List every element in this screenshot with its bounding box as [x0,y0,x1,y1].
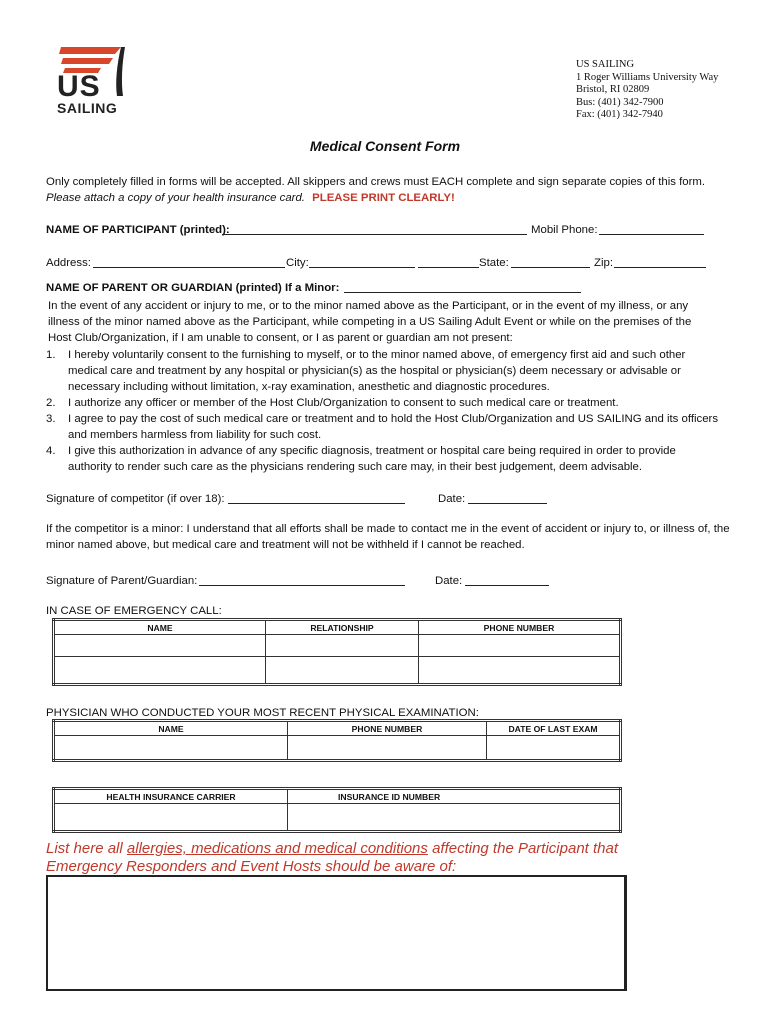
competitor-date-label: Date: [438,493,466,505]
minor-note-line: minor named above, but medical care and treatment will not be withheld if I cannot be reached. [46,539,525,551]
consent-item [46,411,718,443]
address-street: 1 Roger Williams University Way [576,71,719,83]
intro-line-2 [46,190,455,206]
emergency-name-cell[interactable] [54,657,266,685]
consent-item [46,347,718,395]
table-header-row [54,721,621,736]
emergency-heading: IN CASE OF EMERGENCY CALL: [46,605,222,617]
address-bus-phone: Bus: (401) 342-7900 [576,96,664,108]
guardian-name-field[interactable] [344,280,581,293]
physician-phone-cell[interactable] [288,736,487,761]
table-header-row [54,620,621,635]
emergency-relationship-cell[interactable] [266,635,419,657]
city-field-extra[interactable] [418,255,479,268]
item-number: 1. [46,349,56,361]
guardian-name-label: NAME OF PARENT OR GUARDIAN (printed) If a Minor: [46,282,340,294]
physician-last-exam-cell[interactable] [487,736,621,761]
physician-heading: PHYSICIAN WHO CONDUCTED YOUR MOST RECENT PHYSICAL EXAMINATION: [46,707,479,719]
consent-item [46,395,718,411]
logo-us-text: US [57,70,101,103]
item-number: 2. [46,397,56,409]
minor-note [46,521,730,553]
table-header-row [54,789,621,804]
competitor-signature-label: Signature of competitor (if over 18): [46,493,225,505]
item-number: 3. [46,413,56,425]
column-header: HEALTH INSURANCE CARRIER [54,789,288,804]
address-field[interactable] [93,255,285,268]
insurance-table [52,787,622,833]
address-org: US SAILING [576,59,635,70]
column-header: PHONE NUMBER [419,620,621,635]
address-fax: Fax: (401) 342-7940 [576,109,663,121]
intro-line-1: Only completely filled in forms will be accepted. All skippers and crews must EACH complete and sign separate copies of this form. [46,176,706,188]
mobile-phone-field[interactable] [599,222,704,235]
table-row [54,657,621,685]
column-header: NAME [54,721,288,736]
allergies-instruction [46,840,618,876]
emergency-phone-cell[interactable] [419,657,621,685]
guardian-date-label: Date: [435,575,463,587]
zip-label: Zip: [594,257,613,269]
competitor-signature-field[interactable] [228,491,405,504]
address-block [576,59,718,122]
competitor-date-field[interactable] [468,491,547,504]
column-header: PHONE NUMBER [288,721,487,736]
item-line: I authorize any officer or member of the Host Club/Organization to consent to such medical care or treatment. [68,397,619,409]
item-line: I give this authorization in advance of any specific diagnosis, treatment or hospital care being required in order to provide [68,445,676,457]
table-row [54,736,621,761]
emergency-name-cell[interactable] [54,635,266,657]
consent-line: In the event of any accident or injury to me, or to the minor named above as the Participant, or in the event of my illness, or any [48,300,689,312]
consent-items [46,347,718,475]
item-line: necessary including without limitation, x-ray examination, anesthetic and diagnostic procedures. [68,381,550,393]
address-label: Address: [46,257,91,269]
consent-paragraph [48,298,691,346]
column-header: NAME [54,620,266,635]
us-sailing-logo [55,44,131,116]
column-header: DATE OF LAST EXAM [487,721,621,736]
item-line: authority to render such care as the physicians rendering such care may, in their best judgement, deem advisable. [68,461,643,473]
form-title: Medical Consent Form [309,138,461,154]
item-line: and members harmless from liability for such cost. [68,429,322,441]
emergency-relationship-cell[interactable] [266,657,419,685]
allergies-suffix: affecting the Participant that [432,840,619,857]
print-clearly-notice: PLEASE PRINT CLEARLY! [312,192,455,204]
emergency-contacts-table [52,618,622,686]
city-label: City: [286,257,309,269]
guardian-signature-label: Signature of Parent/Guardian: [46,575,198,587]
insurance-carrier-cell[interactable] [54,804,288,832]
consent-item [46,443,718,475]
intro-attach-text: Please attach a copy of your health insurance card. [46,192,305,204]
allergies-line-2: Emergency Responders and Event Hosts should be aware of: [46,858,457,875]
guardian-date-field[interactable] [465,573,549,586]
allergies-line-1 [46,840,618,858]
item-line: I agree to pay the cost of such medical care or treatment and to hold the Host Club/Organization and US SAILING and its officers [68,413,719,425]
physician-table [52,719,622,762]
state-field[interactable] [511,255,590,268]
logo-sailing-text: SAILING [57,100,118,116]
item-number: 4. [46,445,56,457]
emergency-phone-cell[interactable] [419,635,621,657]
allergies-underlined: allergies, medications and medical conditions [126,840,428,857]
allergies-prefix: List here all [46,840,123,857]
participant-name-field[interactable] [222,222,527,235]
table-row [54,804,621,832]
column-header: RELATIONSHIP [266,620,419,635]
minor-note-line: If the competitor is a minor: I understand that all efforts shall be made to contact me in the event of accident or injury to, or illness of, the [46,523,730,535]
city-field[interactable] [309,255,415,268]
zip-field[interactable] [614,255,706,268]
physician-name-cell[interactable] [54,736,288,761]
state-label: State: [479,257,509,269]
insurance-id-cell[interactable] [288,804,621,832]
guardian-signature-field[interactable] [199,573,405,586]
address-city: Bristol, RI 02809 [576,84,650,96]
table-row [54,635,621,657]
column-header: INSURANCE ID NUMBER [288,789,621,804]
consent-line: Host Club/Organization, if I am unable to consent, or I as parent or guardian am not present: [48,332,513,344]
allergies-textarea[interactable] [46,875,627,991]
mobile-phone-label: Mobil Phone: [531,224,598,236]
item-line: I hereby voluntarily consent to the furnishing to myself, or to the minor named above, of emergency first aid and such other [68,349,686,361]
consent-line: illness of the minor named above as the Participant, while competing in a US Sailing Adult Event or while on the premises of the [48,316,692,328]
item-line: medical care and treatment by any hospital or physician(s) as the hospital or physician(s) deem necessary or advisable or [68,365,681,377]
participant-name-label: NAME OF PARTICIPANT (printed): [46,224,230,236]
